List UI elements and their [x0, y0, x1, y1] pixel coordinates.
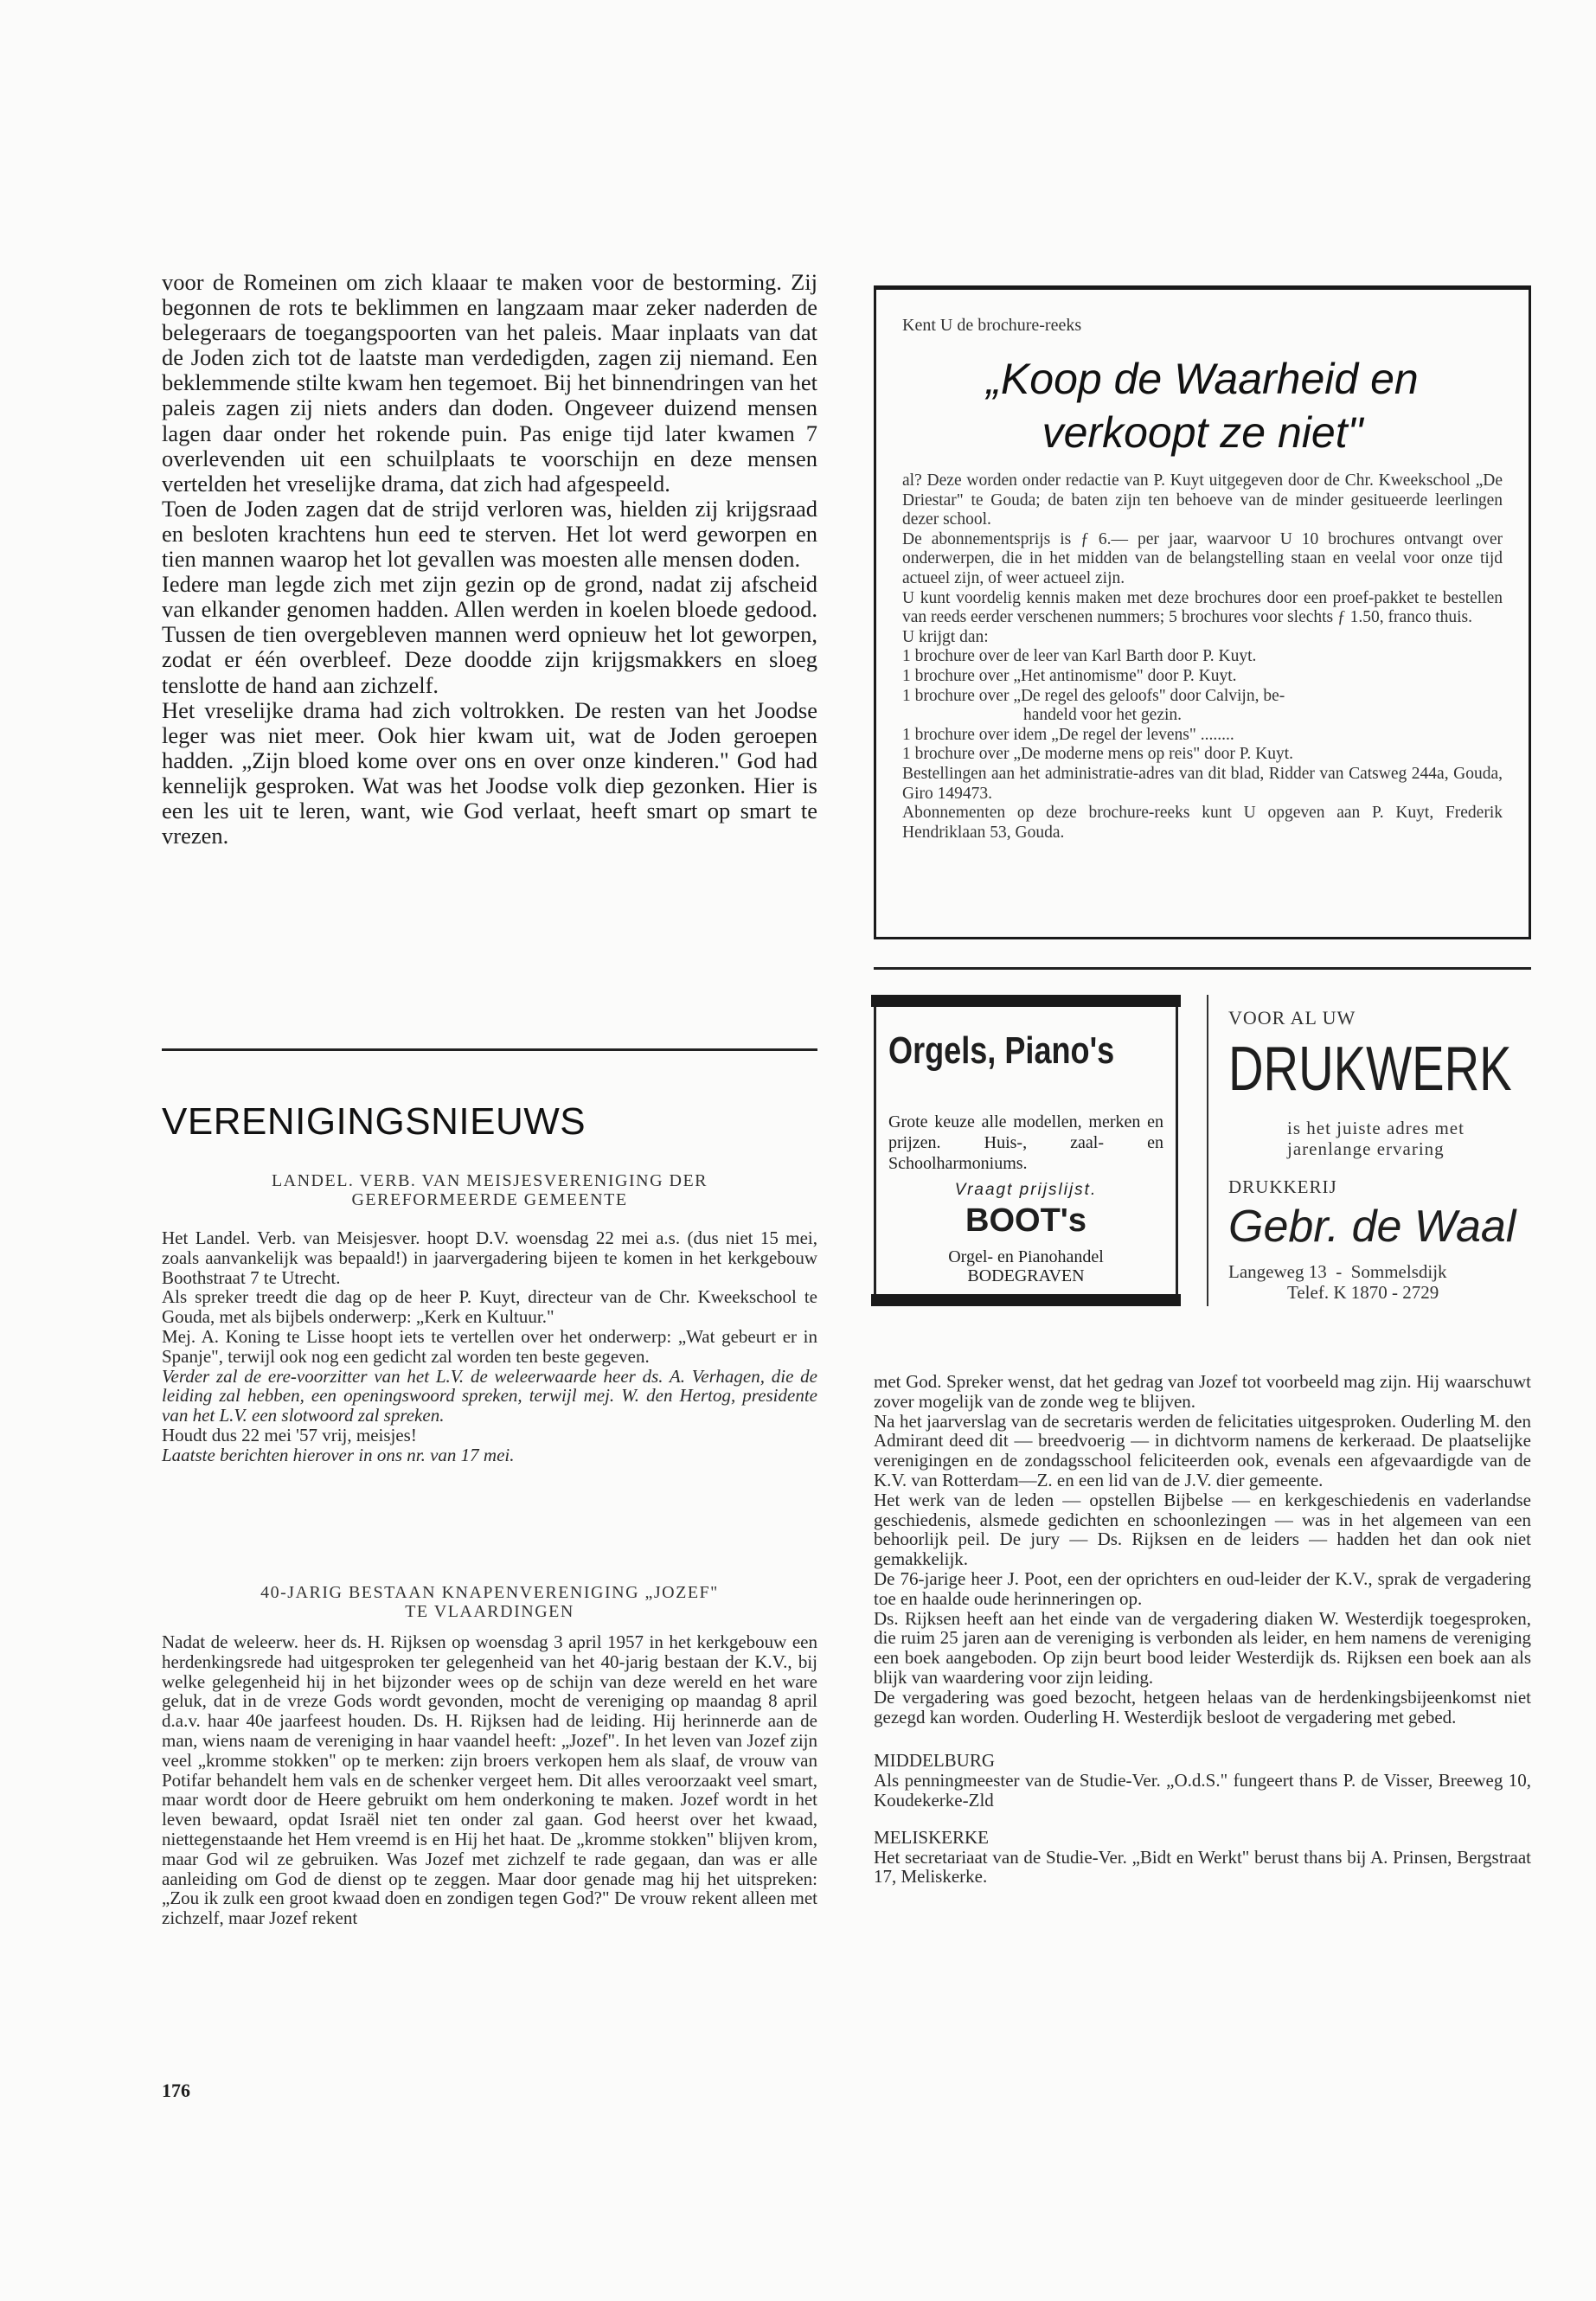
brochure-body: [902, 471, 1503, 843]
brochure-subscriptions: Abonnementen op deze brochure-reeks kunt U opgeven aan P. Kuyt, Frederik Hendriklaan 53, Gouda.: [902, 804, 1503, 842]
organ-ad-text: Grote keuze alle modellen, merken en prijzen. Huis-, zaal- en Schoolharmoniums.: [888, 1112, 1163, 1173]
news-item-meisjesvereniging: [162, 1228, 817, 1465]
news-heading-line: 40-JARIG BESTAAN KNAPENVERENIGING „JOZEF": [260, 1583, 719, 1602]
print-ad-title: DRUKWERK: [1228, 1035, 1512, 1104]
headline-line: verkoopt ze niet": [1042, 408, 1363, 457]
news-paragraph: Ds. Rijksen heeft aan het einde van de vergadering diaken W. Westerdijk toegesproken, die ruim 25 jaren aan de vereniging is verbonden als leider, en hem namens de vereniging een boek aangeboden. Op zijn beurt bood leider Westerdijk ds. Rijksen een boek aan als blijk van waardering voor zijn leiding.: [874, 1607, 1531, 1688]
ad-column-divider: [1207, 995, 1208, 1306]
article-paragraph: Het vreselijke drama had zich voltrokken. De resten van het Joodse leger was niet meer. Ook hier kwam uit, wat de Joden geroepen hadden. „Zijn bloed kome over ons en over onze kinderen." God had kennelijk gesproken. Wat was het Joodse volk diep gezonken. Hier is een les uit te leren, want, wie God verlaat, heeft smart op smart te vrezen.: [162, 696, 817, 849]
organ-ad-brand: BOOT's: [965, 1202, 1086, 1239]
print-ad-phone: Telef. K 1870 - 2729: [1287, 1282, 1439, 1303]
news-paragraph: Nadat de weleerw. heer ds. H. Rijksen op woensdag 3 april 1957 in het kerkgebouw een herdenkingsrede had uitgesproken ter gelegenheid van het 40-jarig bestaan der K.V., bij welke gelegenheid hij in het bijzonder wees op de schijn van deze wereld en het ware geluk, dat in de vreze Gods wordt gevonden, mocht de vereniging op maandag 8 april d.a.v. haar 40e jaarfeest houden. Ds. H. Rijksen had de leiding. Hij herinnerde aan de man, wiens naam de vereniging in haar vaandel heeft: „Jozef". In het leven van Jozef zijn veel „kromme stokken" op te merken: zijn broers verkopen hem als slaaf, de vrouw van Potifar behandelt hem vals en de schenker vergeet hem. Dit alles veroorzaakt veel smart, maar wordt door de Heere gebruikt om hem onderkoning te maken. Jozef wordt in het leven bewaard, opdat Israël niet ten onder zal gaan. God heerst over het kwaad, niettegenstaande het Hem vreemd is en Hij het haat. De „kromme stokken" blijven krom, maar God wil ze gebruiken. Was Jozef met zichzelf te rade gegaan, dan was er alle aanleiding om God de dienst op te zeggen. Maar door genade mag hij het uitspreken: „Zou ik zulk een groot kwaad doen en zondigen tegen God?" De vrouw rekent alleen met zichzelf, maar Jozef rekent: [162, 1631, 817, 1929]
news-location-heading: MIDDELBURG: [874, 1750, 995, 1772]
organ-ad-cta: Vraagt prijslijst.: [954, 1181, 1098, 1199]
news-paragraph: Mej. A. Koning te Lisse hoopt iets te vertellen over het onderwerp: „Wat gebeurt er in Spanje", terwijl ook nog een gedicht zal worden ten beste gegeven.: [162, 1325, 817, 1367]
news-heading-line: TE VLAARDINGEN: [405, 1602, 574, 1621]
brochure-paragraph: U kunt voordelig kennis maken met deze brochures door een proef-pakket te bestellen van reeds eerder verschenen nummers; 5 brochures voor slechts ƒ 1.50, franco thuis.: [902, 588, 1503, 627]
brochure-ad: [874, 285, 1531, 939]
print-ad: [1211, 995, 1531, 1306]
news-paragraph: Het secretariaat van de Studie-Ver. „Bidt en Werkt" berust thans bij A. Prinsen, Bergstraat 17, Meliskerke.: [874, 1846, 1531, 1888]
article-paragraph: Toen de Joden zagen dat de strijd verloren was, hielden zij krijgsraad en besloten krachtens hun eed te sterven. Het lot werd geworpen en tien mannen waarop het lot gevallen was moesten alle mensen doden.: [162, 495, 817, 573]
news-paragraph: De vergadering was goed bezocht, hetgeen helaas van de herdenkingsbijeenkomst niet gezegd kan worden. Ouderling H. Westerdijk besloot de vergadering met gebed.: [874, 1686, 1531, 1727]
news-paragraph: Als penningmeester van de Studie-Ver. „O.d.S." fungeert thans P. de Visser, Breeweg 10, Koudekerke-Zld: [874, 1770, 1531, 1811]
news-paragraph: Houdt dus 22 mei '57 vrij, meisjes!: [162, 1424, 417, 1445]
brochure-list-item: 1 brochure over idem „De regel der levens" ........: [902, 725, 1234, 744]
organ-ad-city: BODEGRAVEN: [967, 1266, 1085, 1285]
article-continuation: [162, 270, 817, 849]
news-paragraph: De 76-jarige heer J. Poot, een der oprichters en oud-leider der K.V., sprak de vergadering toe en haalde oude herinneringen op.: [874, 1567, 1531, 1609]
brochure-paragraph: De abonnementsprijs is ƒ 6.— per jaar, waarvoor U 10 brochures ontvangt over onderwerpen, die in het midden van de belangstelling staan en veelal voor onze tijd actueel zijn, of weer actueel zijn.: [902, 529, 1503, 587]
print-ad-intro: VOOR AL UW: [1228, 1007, 1356, 1029]
ad-divider: [874, 967, 1531, 970]
headline-line: „Koop de Waarheid en: [986, 355, 1419, 403]
brochure-list-item: handeld voor het gezin.: [1023, 706, 1183, 725]
news-paragraph: Laatste berichten hierover in ons nr. van 17 mei.: [162, 1444, 515, 1465]
print-ad-label: DRUKKERIJ: [1228, 1176, 1337, 1197]
print-ad-line: jarenlange ervaring: [1287, 1138, 1445, 1159]
ad-border-top: [871, 995, 1181, 1007]
organ-ad-title: Orgels, Piano's: [888, 1029, 1115, 1072]
article-divider: [162, 1048, 817, 1051]
print-ad-company: Gebr. de Waal: [1228, 1202, 1516, 1252]
page-number: 176: [162, 2080, 190, 2101]
news-paragraph: Het Landel. Verb. van Meisjesver. hoopt D.V. woensdag 22 mei a.s. (dus niet 15 mei, zoals aanvankelijk was bepaald!) in jaarvergadering bijeen te komen in het kerkgebouw Boothstraat 7 te Utrecht.: [162, 1227, 817, 1288]
brochure-paragraph: U krijgt dan:: [902, 627, 989, 646]
brochure-orders: Bestellingen aan het administratie-adres van dit blad, Ridder van Catsweg 244a, Gouda, Giro 149473.: [902, 764, 1503, 803]
ad-border-bottom: [871, 1294, 1181, 1306]
brochure-list-item: 1 brochure over „De moderne mens op reis" door P. Kuyt.: [902, 745, 1294, 764]
brochure-list-item: 1 brochure over „De regel des geloofs" door Calvijn, be-: [902, 686, 1285, 705]
brochure-paragraph: al? Deze worden onder redactie van P. Kuyt uitgegeven door de Chr. Kweekschool „De Driestar" te Gouda; de baten zijn ten behoeve van de minder gesitueerde leerlingen dezer school.: [902, 471, 1503, 529]
news-paragraph: met God. Spreker wenst, dat het gedrag van Jozef tot voorbeeld mag zijn. Hij waarschuwt zover mogelijk van de zonde weg te blijven.: [874, 1371, 1531, 1412]
brochure-list-item: 1 brochure over „Het antinomisme" door P. Kuyt.: [902, 666, 1237, 685]
organ-ad: [874, 995, 1178, 1306]
print-ad-line: is het juiste adres met: [1287, 1118, 1465, 1138]
news-heading: [162, 1583, 817, 1621]
organ-ad-subtitle: Orgel- en Pianohandel: [948, 1247, 1104, 1266]
news-paragraph: Na het jaarverslag van de secretaris werden de felicitaties uitgesproken. Ouderling M. den Admirant deed dit — breedvoerig — in dichtvorm namens de kerkeraad. De plaatselijke verenigingen en de zondagsschool feliciteerden ook, evenals een afgevaardigde van de K.V. van Rotterdam—Z. en een lid van de J.V. dier gemeente.: [874, 1410, 1531, 1490]
news-location-heading: MELISKERKE: [874, 1826, 989, 1848]
news-paragraph: Het werk van de leden — opstellen Bijbelse — en kerkgeschiedenis en vaderlandse geschiedenis, alsmede gedichten en schoonlezingen — was in het algemeen van een behoorlijk peil. De jury — Ds. Rijksen en de leiders — hadden het dan ook niet gemakkelijk.: [874, 1489, 1531, 1570]
news-paragraph: Als spreker treedt die dag op de heer P. Kuyt, directeur van de Chr. Kweekschool te Gouda, met als bijbels onderwerp: „Kerk en Kultuur.": [162, 1286, 817, 1328]
news-item-jozef: [162, 1632, 817, 1928]
brochure-intro: Kent U de brochure-reeks: [902, 316, 1082, 335]
article-paragraph: Iedere man legde zich met zijn gezin op de grond, nadat zij afscheid van elkander genomen hadden. Allen werden in koelen bloede gedood. Tussen de tien overgebleven mannen werd opnieuw het lot geworpen, zodat er één overbleef. Deze doodde zijn krijgsmakkers en sloeg tenslotte de hand aan zichzelf.: [162, 571, 817, 698]
news-paragraph: Verder zal de ere-voorzitter van het L.V. de weleerwaarde heer ds. A. Verhagen, die de leiding zal hebben, een openingswoord spreken, terwijl mej. W. den Hertog, presidente van het L.V. een slotwoord zal spreken.: [162, 1365, 817, 1426]
news-item-jozef-continued: [874, 1372, 1531, 1887]
section-title: VERENIGINGSNIEUWS: [162, 1100, 586, 1143]
article-paragraph: voor de Romeinen om zich klaaar te maken voor de bestorming. Zij begonnen de rots te beklimmen en langzaam maar zeker naderden de belegeraars de toegangspoorten van het paleis. Maar inplaats van dat de Joden zich tot de laatste man verdedigden, zagen zij niemand. Een beklemmende stilte kwam hen tegemoet. Bij het binnendringen van het paleis zagen zij niets anders dan doden. Ongeveer duizend mensen lagen daar onder het rokende puin. Pas enige tijd later kwamen 7 overlevenden uit een schuilplaats te voorschijn en deze mensen vertelden het vreselijke drama, dat zich had afgespeeld.: [162, 269, 817, 497]
brochure-headline: [876, 352, 1529, 459]
news-heading: LANDEL. VERB. VAN MEISJESVERENIGING DER GEREFORMEERDE GEMEENTE: [271, 1171, 708, 1209]
print-ad-address: Langeweg 13 - Sommelsdijk: [1228, 1261, 1447, 1282]
brochure-list-item: 1 brochure over de leer van Karl Barth door P. Kuyt.: [902, 647, 1257, 666]
